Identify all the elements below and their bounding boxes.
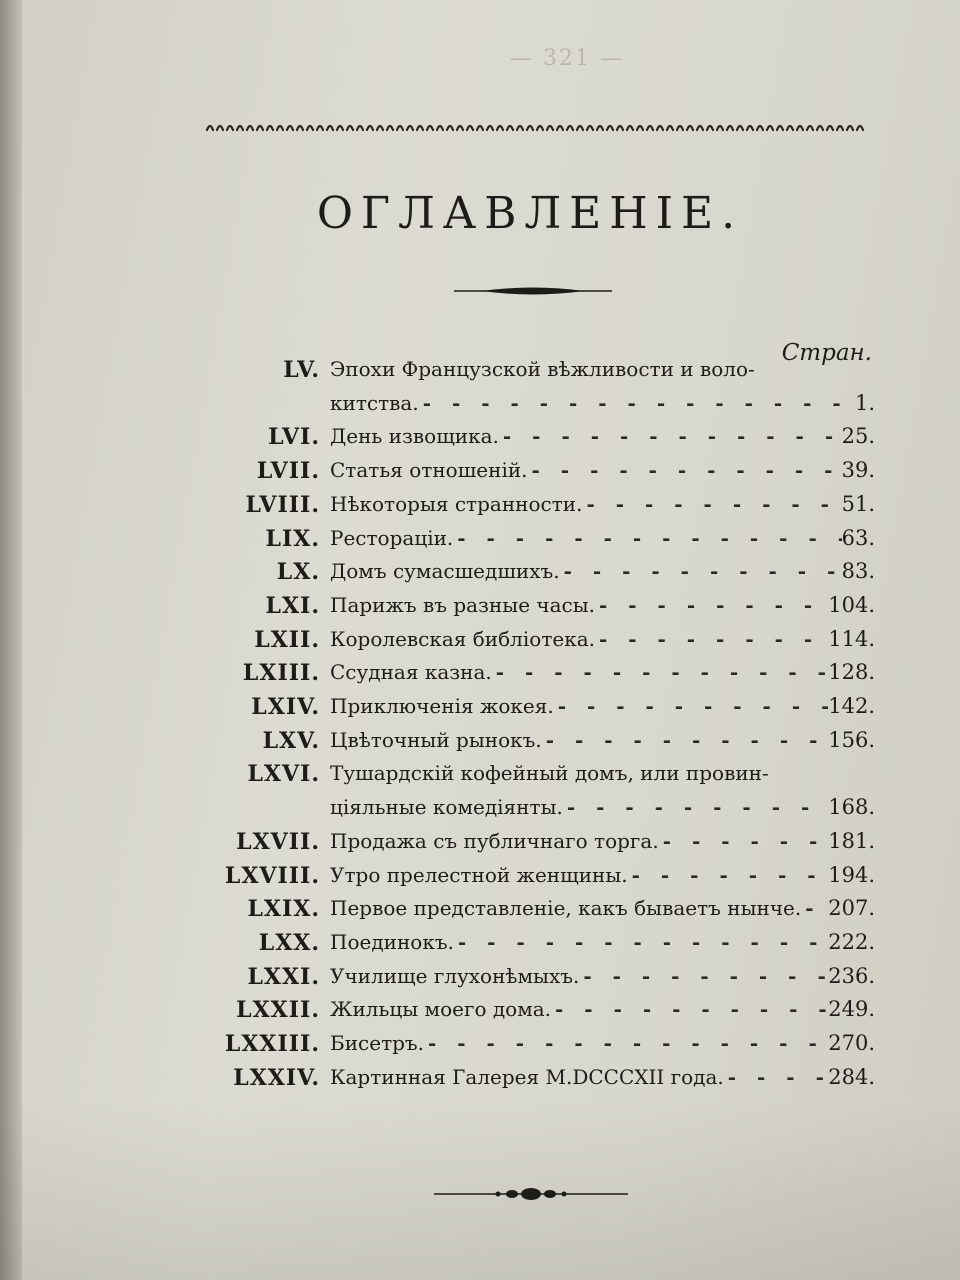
- chapter-number: LXVI.: [247, 761, 320, 788]
- chapter-title: Картинная Галерея M.DCCCXII года.: [330, 1064, 724, 1089]
- chapter-number: LXI.: [265, 592, 320, 619]
- chapter-title: Бисетръ.: [330, 1031, 425, 1055]
- chapter-title: Цвѣточный рынокъ.: [330, 727, 542, 752]
- chapter-title: Королевская библіотека.: [330, 626, 595, 651]
- chapter-title: Статья отношеній.: [330, 458, 528, 483]
- page-number: 25.: [841, 424, 875, 449]
- page-number: 181.: [828, 828, 875, 853]
- dot-leader: [453, 526, 841, 550]
- page-column-label: Стран.: [781, 340, 872, 366]
- chapter-number: LXXIV.: [233, 1064, 320, 1091]
- page-number: 83.: [841, 559, 875, 584]
- chapter-title: Утро прелестной женщины.: [330, 862, 628, 887]
- page-number: 236.: [828, 963, 875, 988]
- chapter-title: Домъ сумасшедшихъ.: [330, 559, 560, 584]
- chapter-title: Эпохи Французской вѣжливости и воло-: [330, 357, 755, 381]
- chapter-title: Приключенія жокея.: [330, 694, 554, 718]
- chapter-number: LXVIII.: [224, 862, 320, 889]
- dot-leader: [454, 930, 828, 954]
- page-number: 51.: [841, 491, 875, 516]
- dot-leader: [579, 964, 828, 988]
- title-ornament: [452, 283, 614, 299]
- dot-leader: [628, 863, 829, 887]
- chapter-title: Жильцы моего дома.: [330, 997, 552, 1022]
- chapter-number: LVIII.: [245, 491, 320, 518]
- page-number: 128.: [828, 660, 875, 685]
- dot-leader: [560, 559, 842, 583]
- page-number: 270.: [828, 1031, 875, 1055]
- chapter-number: LXXII.: [236, 997, 320, 1024]
- page-edge: [0, 0, 22, 1280]
- chapter-number: LIX.: [265, 525, 320, 552]
- page-number: 156.: [828, 727, 875, 752]
- dot-leader: [563, 795, 828, 819]
- chapter-title: Первое представленіе, какъ бываетъ нынче.: [330, 896, 802, 921]
- chapter-number: LVI.: [268, 424, 320, 451]
- dot-leader: [551, 997, 828, 1021]
- page-number: 1.: [854, 390, 875, 415]
- dot-leader: [492, 660, 828, 684]
- page-number: 39.: [841, 458, 875, 483]
- dot-leader: [554, 694, 829, 718]
- chapter-number: LX.: [276, 559, 320, 586]
- chapter-number: LXII.: [254, 626, 320, 653]
- chapter-title: Парижъ въ разные часы.: [330, 592, 596, 617]
- chapter-title: Продажа съ публичнаго торга.: [330, 828, 659, 853]
- chapter-number: LXIV.: [251, 694, 320, 720]
- chapter-title: День извощика.: [330, 424, 499, 449]
- chapter-title: Ресторацiи.: [330, 525, 454, 550]
- running-head: — 321 —: [510, 46, 624, 71]
- dot-leader: [542, 728, 829, 752]
- page-number: 142.: [828, 694, 875, 718]
- chapter-number: LXIX.: [247, 896, 320, 923]
- page-number: 207.: [828, 896, 875, 921]
- chapter-title: Тушардскій кофейный домъ, или провин-: [330, 761, 769, 786]
- chapter-title: Ссудная казна.: [330, 660, 492, 685]
- chapter-title-continued: китства.: [330, 390, 419, 415]
- chapter-title: Нѣкоторыя странности.: [330, 491, 583, 516]
- top-decorative-rule: [205, 118, 870, 138]
- chapter-number: LXXI.: [247, 963, 320, 990]
- dot-leader: [528, 458, 842, 482]
- page-number: 168.: [828, 795, 875, 820]
- dot-leader: [659, 829, 829, 853]
- chapter-number: LXVII.: [236, 828, 320, 855]
- chapter-title-continued: ціяльные комедіянты.: [330, 795, 563, 820]
- chapter-number: LVII.: [256, 458, 320, 485]
- page-number: 249.: [828, 997, 875, 1022]
- page-number: 63.: [841, 525, 875, 550]
- chapter-number: LV.: [283, 357, 320, 383]
- page-number: 104.: [828, 592, 875, 617]
- page-number: 194.: [828, 862, 875, 887]
- chapter-number: LXV.: [262, 727, 320, 754]
- dot-leader: [724, 1065, 828, 1089]
- chapter-number: LXX.: [258, 929, 320, 956]
- dot-leader: [583, 492, 842, 516]
- dot-leader: [595, 593, 828, 617]
- page-number: 284.: [828, 1064, 875, 1089]
- dot-leader: [595, 627, 828, 651]
- chapter-number: LXIII.: [242, 660, 320, 687]
- dot-leader: [499, 424, 842, 448]
- page-number: 114.: [828, 626, 875, 651]
- chapter-number: LXXIII.: [224, 1031, 320, 1057]
- bottom-ornament: [430, 1184, 632, 1204]
- dot-leader: [424, 1031, 828, 1055]
- chapter-title: Поединокъ.: [330, 929, 454, 954]
- chapter-title: Училище глухонѣмыхъ.: [330, 963, 580, 988]
- dot-leader: [801, 896, 828, 920]
- page-number: 222.: [828, 929, 875, 954]
- dot-leader: [419, 391, 855, 415]
- page-title: ОГЛАВЛЕНІЕ.: [316, 188, 744, 239]
